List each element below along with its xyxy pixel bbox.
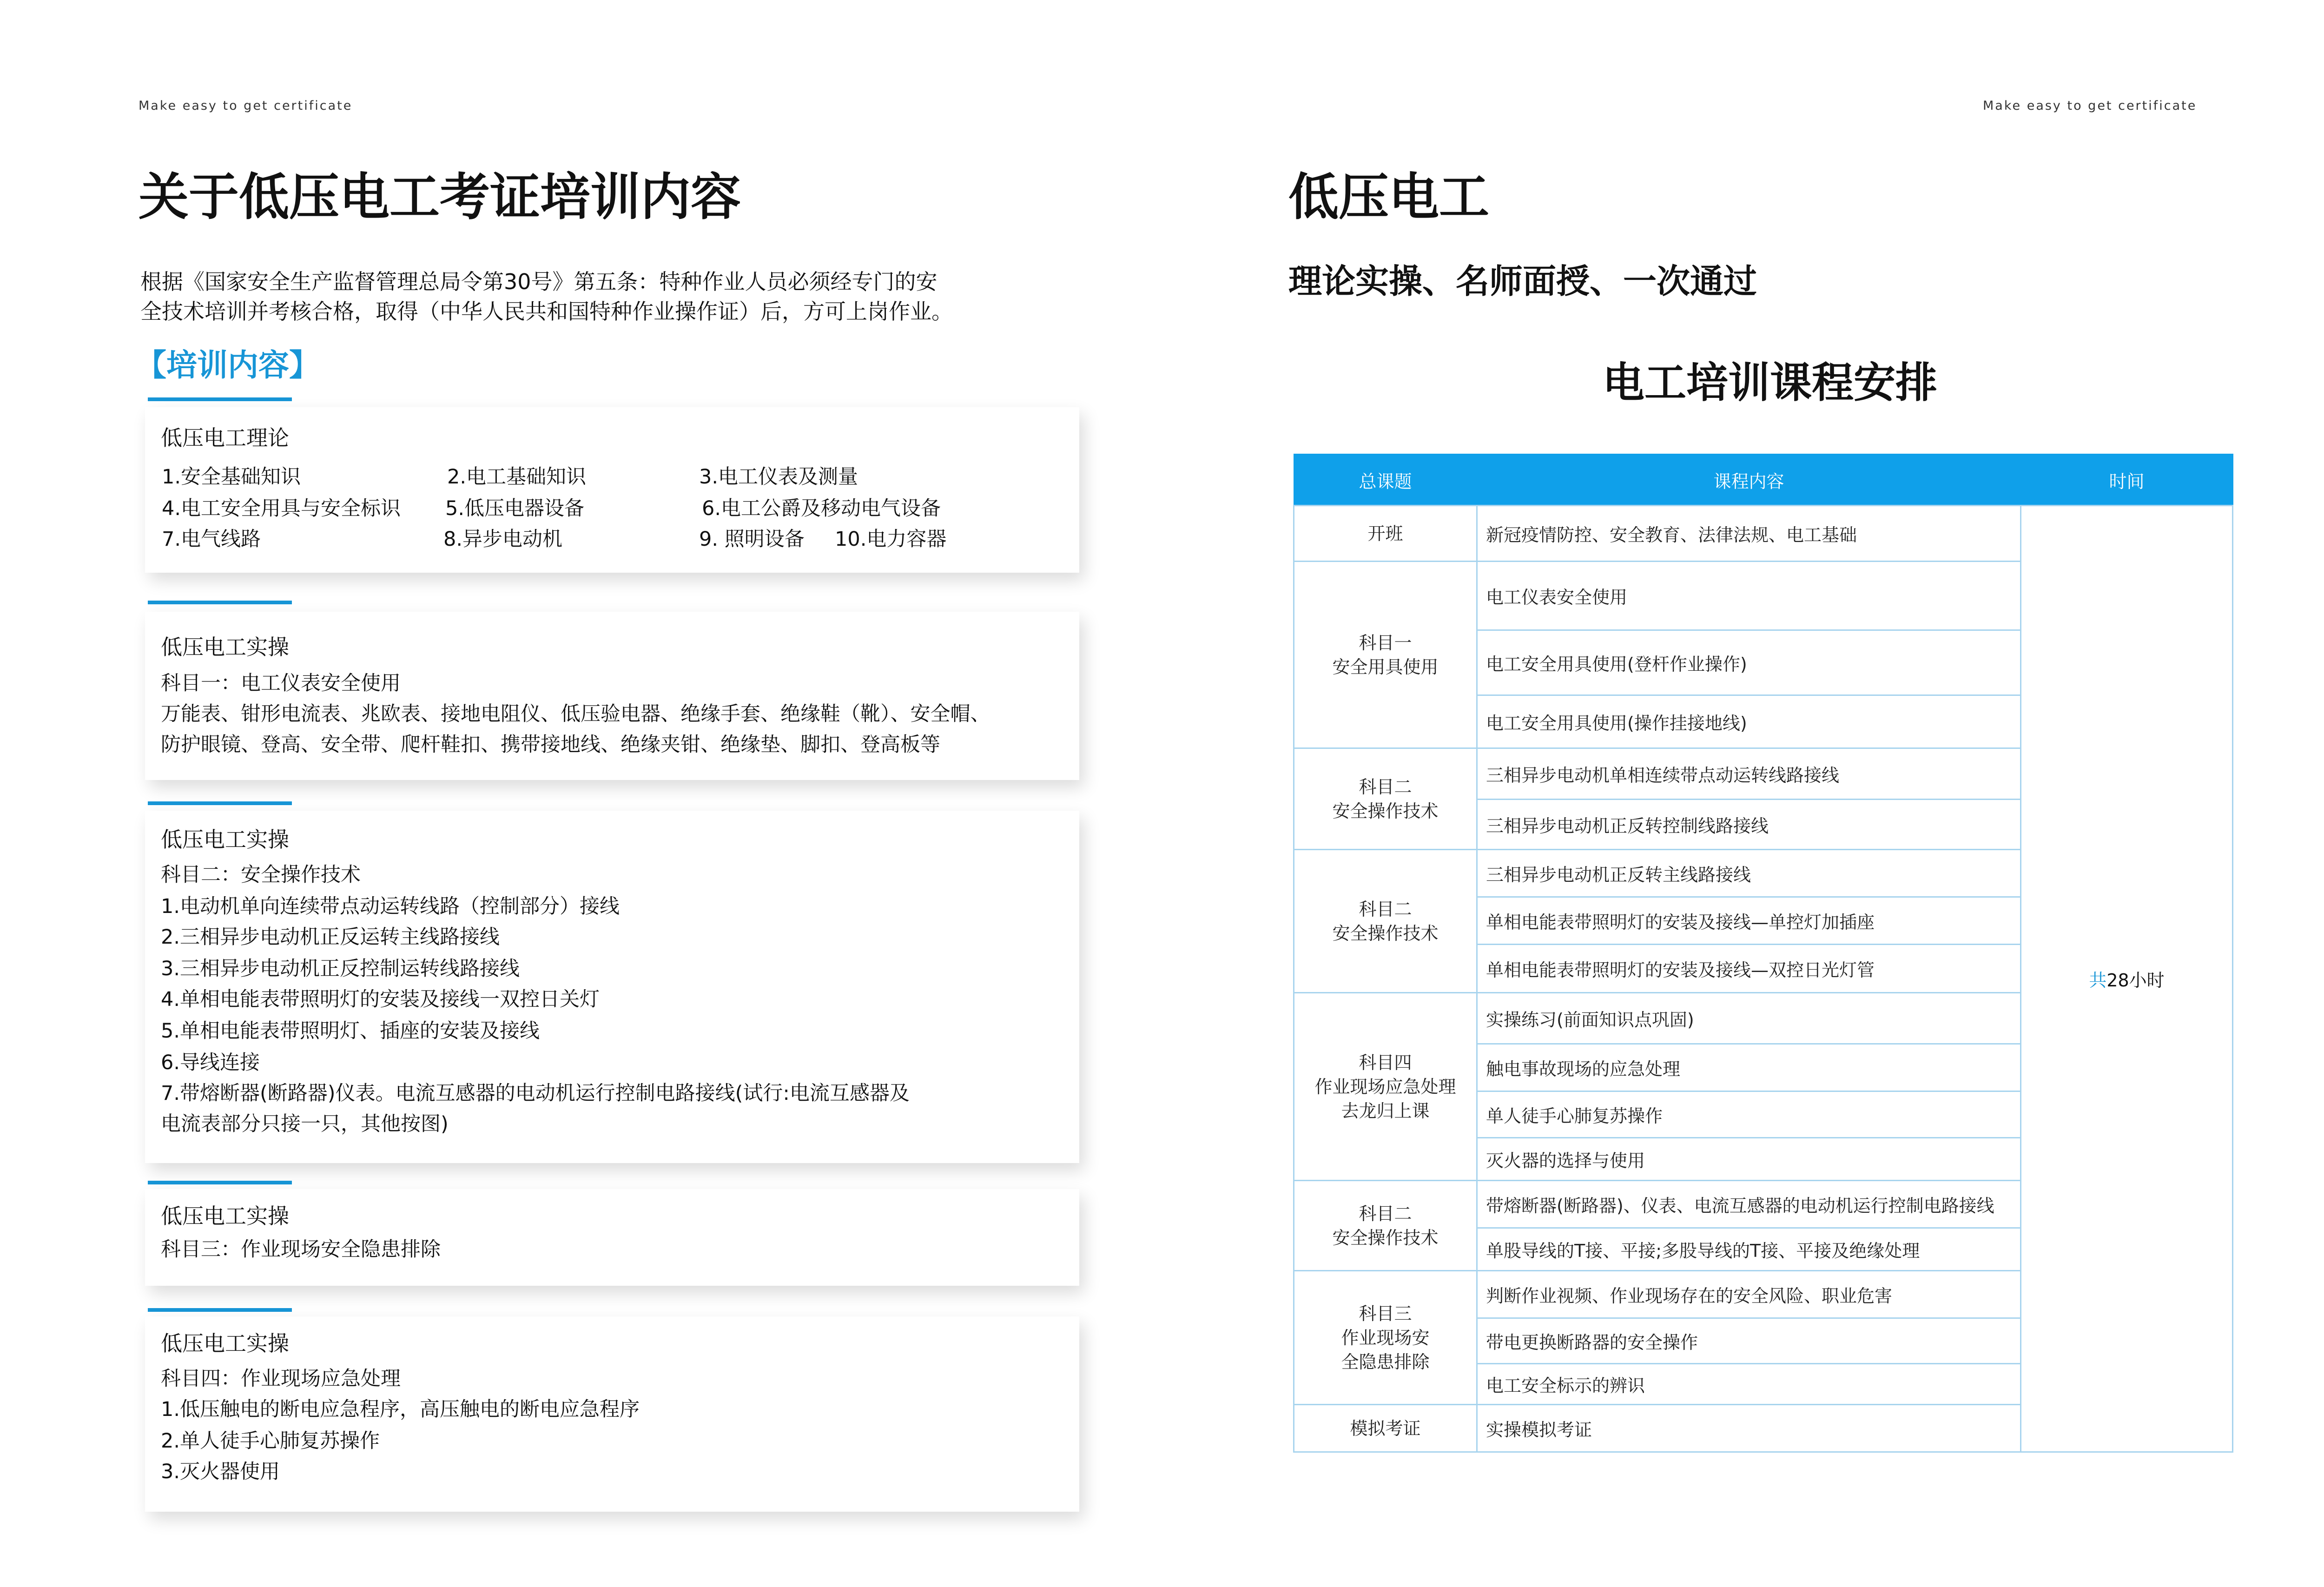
table-header-topic: 总课题 — [1294, 454, 1477, 506]
topic-cell: 科目四 作业现场应急处理 去龙归上课 — [1294, 993, 1477, 1181]
content-cell: 新冠疫情防控、安全教育、法律法规、电工基础 — [1477, 506, 2021, 562]
card-title: 低压电工理论 — [161, 425, 289, 450]
table-title: 电工培训课程安排 — [1603, 358, 1937, 407]
card-title: 低压电工实操 — [161, 1331, 289, 1356]
card-line: 3.三相异步电动机正反控制运转线路接线 — [161, 957, 520, 980]
section-heading: 【培训内容】 — [136, 347, 320, 383]
card-title: 低压电工实操 — [161, 635, 289, 660]
card-line: 科目一：电工仪表安全使用 — [161, 672, 401, 695]
table-row — [1294, 506, 2233, 562]
list-item: 10.电力容器 — [835, 528, 947, 551]
time-cell — [2021, 506, 2233, 1452]
content-cell: 判断作业视频、作业现场存在的安全风险、职业危害 — [1477, 1271, 2021, 1318]
practice-card-1 — [145, 612, 1079, 780]
content-cell: 带电更换断路器的安全操作 — [1477, 1318, 2021, 1364]
card-line: 科目四：作业现场应急处理 — [161, 1367, 401, 1390]
theory-card — [145, 407, 1079, 573]
content-cell: 触电事故现场的应急处理 — [1477, 1044, 2021, 1091]
content-cell: 带熔断器(断路器)、仪表、电流互感器的电动机运行控制电路接线 — [1477, 1181, 2021, 1228]
topic-cell: 科目二 安全操作技术 — [1294, 748, 1477, 850]
time-prefix: 共 — [2089, 970, 2107, 991]
card-divider — [148, 801, 292, 805]
intro-line-1: 根据《国家安全生产监督管理总局令第30号》第五条：特种作业人员必须经专门的安 — [140, 269, 938, 294]
right-title: 低压电工 — [1288, 168, 1490, 226]
card-line: 1.电动机单向连续带点动运转线路（控制部分）接线 — [161, 895, 620, 918]
content-cell: 电工安全标示的辨识 — [1477, 1364, 2021, 1405]
card-line: 6.导线连接 — [161, 1051, 260, 1074]
tagline-left: Make easy to get certificate — [139, 99, 353, 113]
topic-cell: 科目三 作业现场安 全隐患排除 — [1294, 1271, 1477, 1405]
list-item: 5.低压电器设备 — [445, 497, 585, 520]
list-item: 1.安全基础知识 — [162, 465, 301, 489]
content-cell: 灭火器的选择与使用 — [1477, 1138, 2021, 1181]
intro-line-2: 全技术培训并考核合格，取得（中华人民共和国特种作业操作证）后，方可上岗作业。 — [140, 299, 953, 324]
card-line: 防护眼镜、登高、安全带、爬杆鞋扣、携带接地线、绝缘夹钳、绝缘垫、脚扣、登高板等 — [161, 733, 940, 756]
card-title: 低压电工实操 — [161, 1203, 289, 1229]
right-subtitle: 理论实操、名师面授、一次通过 — [1288, 262, 1757, 301]
card-line: 1.低压触电的断电应急程序，高压触电的断电应急程序 — [161, 1398, 640, 1421]
intro-paragraph — [140, 267, 953, 326]
card-line: 科目二：安全操作技术 — [161, 863, 361, 886]
list-item: 3.电工仪表及测量 — [699, 465, 858, 489]
card-line: 电流表部分只接一只，其他按图) — [161, 1112, 449, 1136]
card-line: 7.带熔断器(断路器)仪表。电流互感器的电动机运行控制电路接线(试行:电流互感器及 — [161, 1082, 910, 1105]
list-item: 7.电气线路 — [162, 528, 261, 551]
content-cell: 电工安全用具使用(登杆作业操作) — [1477, 630, 2021, 695]
topic-cell: 科目二 安全操作技术 — [1294, 850, 1477, 993]
time-value: 28小时 — [2106, 970, 2165, 991]
card-divider — [148, 1308, 292, 1312]
content-cell: 单相电能表带照明灯的安装及接线—双控日光灯管 — [1477, 945, 2021, 993]
topic-cell: 模拟考证 — [1294, 1405, 1477, 1452]
list-item: 6.电工公爵及移动电气设备 — [702, 497, 941, 520]
list-item: 9. 照明设备 — [699, 528, 805, 551]
practice-card-3 — [145, 1189, 1079, 1286]
content-cell: 电工仪表安全使用 — [1477, 562, 2021, 630]
list-item: 2.电工基础知识 — [447, 465, 587, 489]
card-line: 2.单人徒手心肺复苏操作 — [161, 1429, 380, 1453]
card-line: 万能表、钳形电流表、兆欧表、接地电阻仪、低压验电器、绝缘手套、绝缘鞋（靴）、安全帽、 — [161, 702, 990, 726]
card-divider — [148, 601, 292, 604]
card-line: 4.单相电能表带照明灯的安装及接线一双控日关灯 — [161, 988, 600, 1011]
card-line: 3.灭火器使用 — [161, 1460, 280, 1483]
card-title: 低压电工实操 — [161, 827, 289, 852]
content-cell: 三相异步电动机正反转主线路接线 — [1477, 850, 2021, 897]
topic-cell: 开班 — [1294, 506, 1477, 562]
content-cell: 电工安全用具使用(操作挂接地线) — [1477, 695, 2021, 748]
page-title: 关于低压电工考证培训内容 — [139, 168, 741, 226]
list-item: 4.电工安全用具与安全标识 — [162, 497, 401, 520]
tagline-right: Make easy to get certificate — [1983, 99, 2197, 113]
schedule-table — [1293, 454, 2233, 1453]
content-cell: 单股导线的T接、平接;多股导线的T接、平接及绝缘处理 — [1477, 1228, 2021, 1271]
card-divider — [148, 1181, 292, 1184]
practice-card-4 — [145, 1316, 1079, 1512]
practice-card-2 — [145, 811, 1079, 1163]
table-header-time: 时间 — [2021, 454, 2233, 506]
card-line: 2.三相异步电动机正反运转主线路接线 — [161, 926, 500, 949]
content-cell: 单人徒手心肺复苏操作 — [1477, 1091, 2021, 1138]
content-cell: 三相异步电动机正反转控制线路接线 — [1477, 800, 2021, 850]
content-cell: 三相异步电动机单相连续带点动运转线路接线 — [1477, 748, 2021, 800]
card-line: 科目三：作业现场安全隐患排除 — [161, 1238, 441, 1261]
content-cell: 单相电能表带照明灯的安装及接线—单控灯加插座 — [1477, 897, 2021, 945]
topic-cell: 科目一 安全用具使用 — [1294, 562, 1477, 748]
card-line: 5.单相电能表带照明灯、插座的安装及接线 — [161, 1019, 540, 1043]
table-header-content: 课程内容 — [1477, 454, 2021, 506]
topic-cell: 科目二 安全操作技术 — [1294, 1181, 1477, 1271]
content-cell: 实操练习(前面知识点巩固) — [1477, 993, 2021, 1044]
section-underline — [148, 397, 292, 401]
content-cell: 实操模拟考证 — [1477, 1405, 2021, 1452]
list-item: 8.异步电动机 — [443, 528, 563, 551]
